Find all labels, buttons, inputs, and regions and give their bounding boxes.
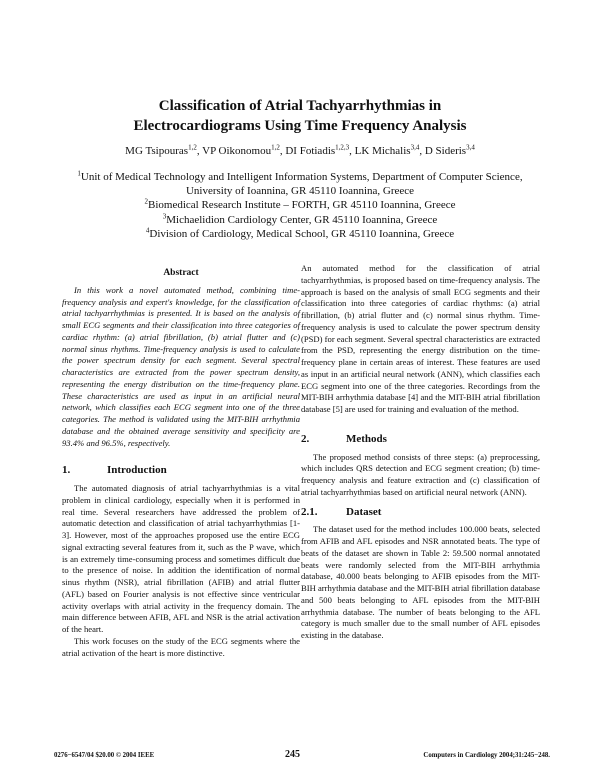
section-heading-methods: 2. Methods — [301, 432, 387, 445]
affiliations — [0, 170, 600, 241]
author: MG Tsipouras$^{1,2}$ — [125, 143, 197, 157]
page-number: 245 — [285, 749, 300, 760]
section-heading-dataset: 2.1. Dataset — [301, 505, 382, 518]
paper-title — [0, 96, 600, 136]
section-heading-introduction: 1. Introduction — [62, 464, 167, 477]
affiliation: $^2$Biomedical Research Institute – FORTH, GR 45110 Ioannina, Greece — [144, 197, 456, 212]
title-line: Classification of Atrial Tachyarrhythmias in — [158, 98, 442, 114]
left-column — [62, 268, 300, 659]
affiliation: $^3$Michaelidion Cardiology Center, GR 45110 Ioannina, Greece — [162, 211, 438, 226]
affiliation-continued: University of Ioannina, GR 45110 Ioannina, Greece — [185, 185, 415, 198]
title-line: Electrocardiograms Using Time Frequency Analysis — [133, 118, 467, 134]
footer-citation: Computers in Cardiology 2004;31:245−248. — [423, 752, 550, 759]
affiliation: $^1$Unit of Medical Technology and Intelligent Information Systems, Department of Computer Science, — [77, 169, 523, 183]
footer-copyright: 0276−6547/04 $20.00 © 2004 IEEE — [54, 752, 155, 759]
paragraph: An automated method for the classification of atrial tachyarrhythmias, is proposed based on time-frequency analysis. The approach is based on the analysis of small ECG segments and their classification into three categories of cardiac rhythms: (a) atrial fibrillation, (b) atrial flutter and (c) normal sinus rhythm. Time-frequency analysis is used to calculate the power spectrum density (PSD) for each segment. Several spectral characteristics are extracted from the PSD, representing the energy distribution on the time-frequency plane in certain areas of interest. These features are used as input in an artificial neural network (ANN), which classifies each ECG segment into one of the three categories. Recordings from the MIT-BIH arrhythmia database [4] and the MIT-BIH atrial fibrillation database [5] are used for training and evaluation of the method. — [301, 263, 540, 414]
right-column — [301, 263, 540, 642]
author: VP Oikonomou$^{1,2}$ — [202, 143, 280, 157]
author: D Sideris$^{3,4}$ — [424, 143, 475, 157]
author: LK Michalis$^{3,4}$ — [354, 143, 420, 157]
paragraph: The proposed method consists of three steps: (a) preprocessing, which includes QRS detection and ECG segment creation; (b) time-frequency analysis and feature extraction and (c) classification of atrial tachyarrhythmias based on artificial neural network (ANN). — [301, 451, 540, 497]
abstract-heading: Abstract — [163, 268, 199, 278]
author-list: MG Tsipouras$^{1,2}$, VP Oikonomou$^{1,2}$, DI Fotiadis$^{1,2,3}$, LK Michalis$^{3,4}$, D Sideris$^{3,4}$ — [125, 143, 475, 157]
affiliation: $^4$Division of Cardiology, Medical School, GR 45110 Ioannina, Greece — [145, 226, 455, 240]
paragraph: This work focuses on the study of the ECG segments where the atrial activation of the heart is more distinctive. — [62, 635, 300, 658]
paragraph: The dataset used for the method includes 100.000 beats, selected from AFIB and AFL episodes and NSR annotated beats. The type of beats of the dataset are shown in Table 2: 59.500 normal annotated beats were randomly selected from the MIT-BIH arrhythmia database, 40.000 beats belonging to AFIB episodes from the MIT-BIH arrhythmia database and the MIT-BIH atrial fibrillation database and 500 beats belonging to AFL episodes from the MIT-BIH arrhythmia database. The number of beats belonging to the AFL category is much smaller due to the small number of AFL episodes existing in the database. — [301, 524, 540, 640]
abstract-text: In this work a novel automated method, combining time-frequency analysis and expert's knowledge, for the classification of atrial tachyarrhythmias is presented. It is based on the analysis of small ECG segments and their classification into three categories of cardiac rhythm: (a) atrial fibrillation, (b) atrial flutter and (c) normal sinus rhythms. Time-frequency analysis is used to calculate the power spectrum density for each segment. Several spectral characteristics are extracted from the power spectrum density, representing the energy distribution on the time-frequency plane. These characteristics are used as input in an artificial neural network, which classifies each ECG segment into one of the three categories. The method is validated using the MIT-BIH arrhythmia database and the obtained average sensitivity and specificity are 93.4% and 96.5%, respectively. — [62, 284, 300, 448]
paragraph: The automated diagnosis of atrial tachyarrhythmias is a vital problem in clinical cardiology, especially when it is performed in real time. Several researchers have addressed the problem of automatic detection and classification of atrial tachyarrhythmias [1-3]. However, most of the approaches proposed use the entire ECG signal extracting several features from it, such as the P wave, which is an extremely time-consuming process and sometimes difficult due to the presence of noise. In addition the identification of normal sinus rhythm (NSR), atrial fibrillation (AFIB) and atrial flutter (AFL) based on Fourier analysis is not effective since ventricular activity overlaps with atrial activity in the frequency domain. The main difference between AFIB, AFL and NSR is the atrial activation of the heart. — [62, 483, 300, 634]
author: DI Fotiadis$^{1,2,3}$ — [285, 143, 350, 157]
